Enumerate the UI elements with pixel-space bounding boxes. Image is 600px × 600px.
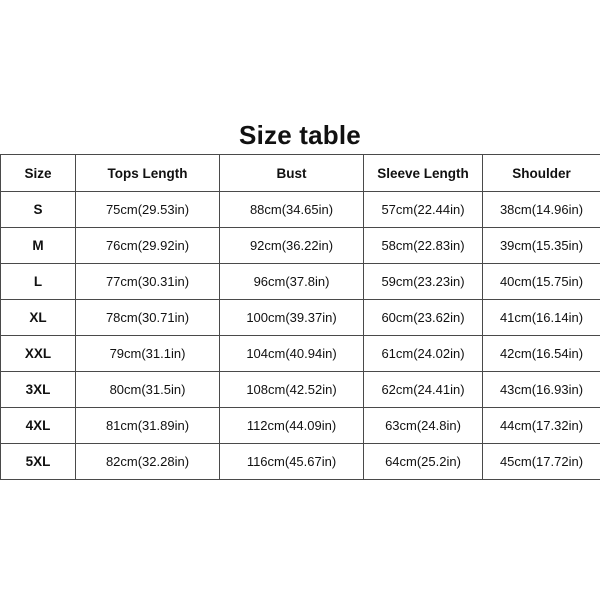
- page-title: Size table: [239, 120, 361, 150]
- size-cell: L: [1, 264, 76, 300]
- table-row: [1, 264, 600, 300]
- table-row: [1, 408, 600, 444]
- sleeve-length-cell: 64cm(25.2in): [364, 444, 483, 480]
- header-shoulder: Shoulder: [483, 155, 600, 192]
- bust-cell: 92cm(36.22in): [220, 228, 364, 264]
- sleeve-length-cell: 62cm(24.41in): [364, 372, 483, 408]
- bust-cell: 112cm(44.09in): [220, 408, 364, 444]
- tops-length-cell: 79cm(31.1in): [76, 336, 220, 372]
- bust-cell: 100cm(39.37in): [220, 300, 364, 336]
- shoulder-cell: 38cm(14.96in): [483, 192, 600, 228]
- shoulder-cell: 45cm(17.72in): [483, 444, 600, 480]
- tops-length-cell: 81cm(31.89in): [76, 408, 220, 444]
- sleeve-length-cell: 58cm(22.83in): [364, 228, 483, 264]
- size-cell: 5XL: [1, 444, 76, 480]
- header-sleeve-length: Sleeve Length: [364, 155, 483, 192]
- size-cell: 4XL: [1, 408, 76, 444]
- sleeve-length-cell: 61cm(24.02in): [364, 336, 483, 372]
- shoulder-cell: 40cm(15.75in): [483, 264, 600, 300]
- size-table: [0, 154, 600, 480]
- tops-length-cell: 76cm(29.92in): [76, 228, 220, 264]
- table-row: [1, 372, 600, 408]
- shoulder-cell: 39cm(15.35in): [483, 228, 600, 264]
- bust-cell: 116cm(45.67in): [220, 444, 364, 480]
- bust-cell: 96cm(37.8in): [220, 264, 364, 300]
- sleeve-length-cell: 63cm(24.8in): [364, 408, 483, 444]
- shoulder-cell: 41cm(16.14in): [483, 300, 600, 336]
- sleeve-length-cell: 60cm(23.62in): [364, 300, 483, 336]
- tops-length-cell: 78cm(30.71in): [76, 300, 220, 336]
- table-row: [1, 336, 600, 372]
- tops-length-cell: 75cm(29.53in): [76, 192, 220, 228]
- tops-length-cell: 77cm(30.31in): [76, 264, 220, 300]
- tops-length-cell: 82cm(32.28in): [76, 444, 220, 480]
- shoulder-cell: 43cm(16.93in): [483, 372, 600, 408]
- tops-length-cell: 80cm(31.5in): [76, 372, 220, 408]
- bust-cell: 88cm(34.65in): [220, 192, 364, 228]
- table-row: [1, 444, 600, 480]
- sleeve-length-cell: 59cm(23.23in): [364, 264, 483, 300]
- sleeve-length-cell: 57cm(22.44in): [364, 192, 483, 228]
- size-cell: M: [1, 228, 76, 264]
- table-row: [1, 300, 600, 336]
- size-cell: S: [1, 192, 76, 228]
- table-header-row: [1, 155, 600, 192]
- bust-cell: 104cm(40.94in): [220, 336, 364, 372]
- size-cell: XXL: [1, 336, 76, 372]
- shoulder-cell: 42cm(16.54in): [483, 336, 600, 372]
- shoulder-cell: 44cm(17.32in): [483, 408, 600, 444]
- header-bust: Bust: [220, 155, 364, 192]
- size-cell: 3XL: [1, 372, 76, 408]
- header-tops-length: Tops Length: [76, 155, 220, 192]
- header-size: Size: [1, 155, 76, 192]
- table-row: [1, 228, 600, 264]
- size-cell: XL: [1, 300, 76, 336]
- bust-cell: 108cm(42.52in): [220, 372, 364, 408]
- table-row: [1, 192, 600, 228]
